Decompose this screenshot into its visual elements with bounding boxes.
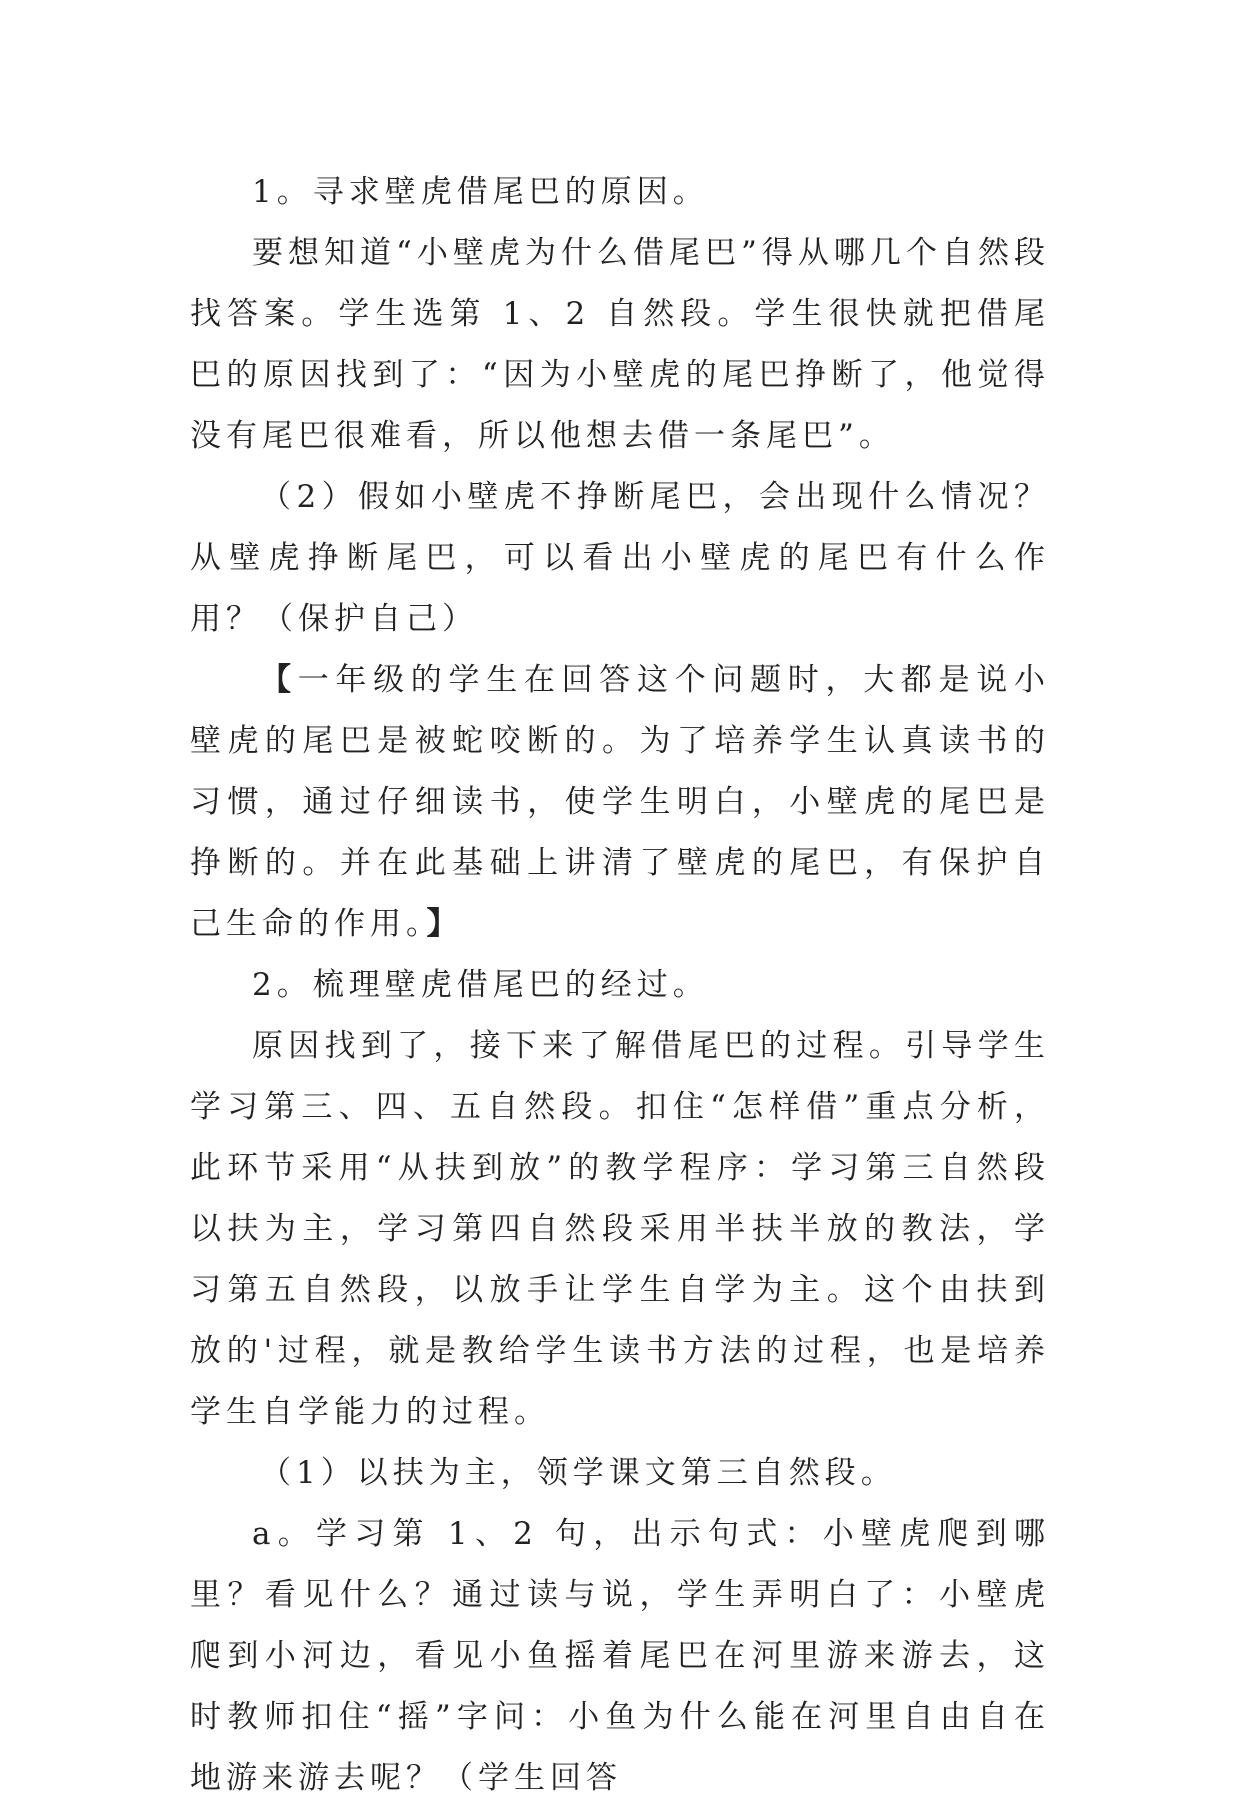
paragraph-teaching-note: [190, 650, 1050, 955]
paragraph-process-description: 原因找到了，接下来了解借尾巴的过程。引导学生学习第三、四、五自然段。扣住“怎样借”重点分析，此环节采用“从扶到放”的教学程序：学习第三自然段以扶为主，学习第四自然段采用半扶半放的教法，学习第五自然段，以放手让学生自学为主。这个由扶到放的'过程，就是教给学生读书方法的过程，也是培养学生自学能力的过程。: [190, 1028, 1050, 1430]
close-bracket: 】: [426, 906, 463, 942]
paragraph-reason-answer: 要想知道“小壁虎为什么借尾巴”得从哪几个自然段找答案。学生选第 1、2 自然段。学生很快就把借尾巴的原因找到了：“因为小壁虎的尾巴挣断了，他觉得没有尾巴很难看，所以他想去借一条尾巴”。: [190, 235, 1050, 454]
paragraph-section-2-heading: 2。梳理壁虎借尾巴的经过。: [252, 967, 709, 1003]
paragraph-section-1-heading: 1。寻求壁虎借尾巴的原因。: [252, 174, 709, 210]
paragraph-question-2: （2）假如小壁虎不挣断尾巴，会出现什么情况？从壁虎挣断尾巴，可以看出小壁虎的尾巴有什么作用？（保护自己）: [190, 479, 1050, 637]
document-body: [190, 162, 1050, 1809]
paragraph-step-1: （1）以扶为主，领学课文第三自然段。: [260, 1455, 897, 1491]
open-bracket: 【: [260, 662, 298, 698]
teaching-note-text: 一年级的学生在回答这个问题时，大都是说小壁虎的尾巴是被蛇咬断的。为了培养学生认真读书的习惯，通过仔细读书，使学生明白，小壁虎的尾巴是挣断的。并在此基础上讲清了壁虎的尾巴，有保护自己生命的作用。: [190, 662, 1051, 942]
paragraph-step-a: a。学习第 1、2 句，出示句式：小壁虎爬到哪里？看见什么？通过读与说，学生弄明白了：小壁虎爬到小河边，看见小鱼摇着尾巴在河里游来游去，这时教师扣住“摇”字问：小鱼为什么能在河里自由自在地游来游去呢？（学生回答: [190, 1516, 1050, 1796]
